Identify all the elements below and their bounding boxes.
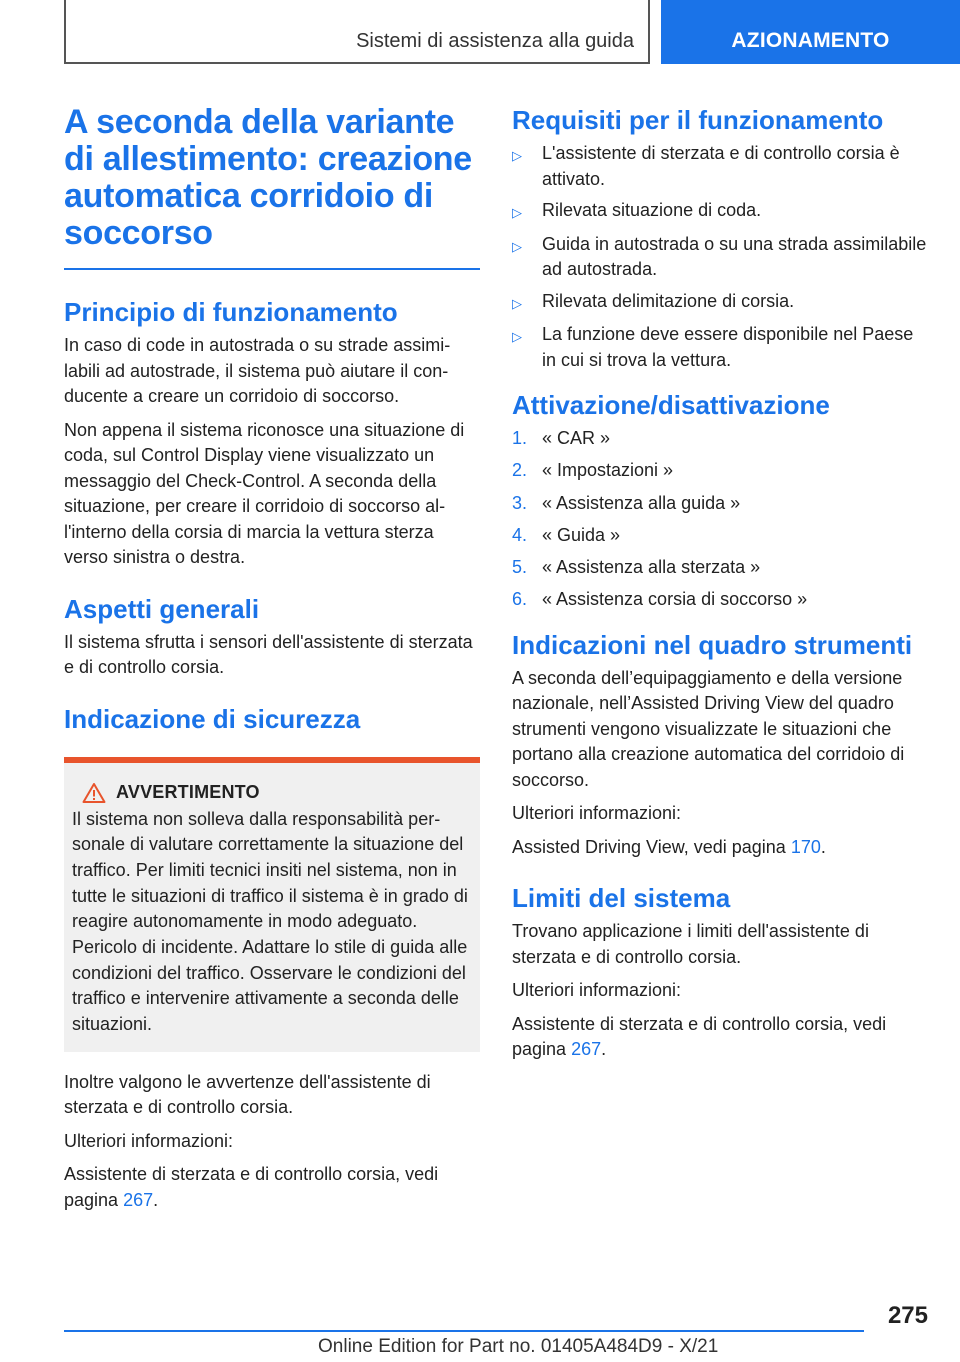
header-section-title: AZIONAMENTO xyxy=(731,29,890,52)
sicurezza-reference-text: Assistente di sterzata e di controllo corsia, vedi pagina xyxy=(64,1164,439,1210)
requisiti-item-text: L'assistente di sterzata e di controllo corsia è attivato. xyxy=(542,143,900,189)
step-item xyxy=(512,458,928,484)
step-text: « Assistenza corsia di soccorso » xyxy=(542,589,808,610)
warning-box xyxy=(64,763,480,1052)
limiti-reference-text: Assistente di sterzata e di controllo corsia, vedi pagina xyxy=(512,1013,887,1060)
triangle-right-outline-icon: ▷ xyxy=(512,329,522,344)
step-number: 2. xyxy=(512,460,528,481)
requisiti-list xyxy=(512,141,928,373)
requisiti-item-text: La funzione deve essere disponibile nel Paese in cui si trova la vettura. xyxy=(542,324,914,370)
requisiti-item xyxy=(512,322,928,373)
header-chapter-box xyxy=(64,0,650,64)
step-item xyxy=(512,555,928,581)
heading-sicurezza: Indicazione di sicurezza xyxy=(64,703,361,734)
sicurezza-page-link[interactable]: 267 xyxy=(123,1189,154,1210)
page-number: 275 xyxy=(887,1302,928,1329)
footer-divider xyxy=(64,1330,864,1332)
triangle-right-outline-icon: ▷ xyxy=(512,205,522,220)
indicazioni-more-info-label: Ulteriori informazioni: xyxy=(512,803,682,824)
step-number: 1. xyxy=(512,428,528,448)
step-item xyxy=(512,587,928,613)
heading-limiti: Limiti del sistema xyxy=(512,883,731,914)
step-text: « Assistenza alla sterzata » xyxy=(542,557,761,578)
footer-edition: Online Edition for Part no. 01405A484D9 - X/21 xyxy=(318,1336,719,1357)
page-title: A seconda della variante di allestimento: creazione automatica corridoio di soccorso xyxy=(64,103,472,252)
step-text: « Assistenza alla guida » xyxy=(542,492,741,513)
requisiti-item xyxy=(512,198,928,226)
sicurezza-more-info-label: Ulteriori informazioni: xyxy=(64,1130,234,1151)
step-number: 3. xyxy=(512,492,528,513)
step-number: 6. xyxy=(512,589,528,610)
triangle-right-outline-icon: ▷ xyxy=(512,295,522,311)
step-number: 4. xyxy=(512,524,528,545)
requisiti-item-text: Guida in autostrada o su una strada assimilabile ad autostrada. xyxy=(542,233,927,279)
triangle-right-outline-icon: ▷ xyxy=(512,238,522,254)
warning-title: AVVERTIMENTO xyxy=(116,782,260,802)
indicazioni-paragraph: A seconda dell’equipaggiamento e della versione nazionale, nell’Assisted Driving View del quadro strumenti vengono visualizzate le situazioni che portano alla creazione automatica del corridoio di soccorso. xyxy=(512,667,905,790)
requisiti-item xyxy=(512,141,928,192)
limiti-reference-end: . xyxy=(601,1039,607,1060)
heading-attivazione: Attivazione/disattivazione xyxy=(512,390,830,420)
step-item xyxy=(512,426,928,452)
limiti-reference xyxy=(512,1012,928,1063)
heading-requisiti: Requisiti per il funzionamento xyxy=(512,105,884,135)
requisiti-item xyxy=(512,289,928,317)
warning-triangle-icon xyxy=(72,781,116,805)
heading-principio: Principio di funzionamento xyxy=(64,297,398,327)
indicazioni-reference xyxy=(512,835,928,861)
sicurezza-paragraph-1: Inoltre valgono le avvertenze dell'assistente di sterzata e di controllo corsia. xyxy=(64,1071,431,1118)
sicurezza-reference-end: . xyxy=(153,1189,159,1210)
step-text: « Guida » xyxy=(542,524,621,545)
indicazioni-reference-text: Assisted Driving View, vedi pagina xyxy=(512,836,791,857)
header-chapter-title: Sistemi di assistenza alla guida xyxy=(356,30,634,52)
sicurezza-reference xyxy=(64,1162,480,1213)
requisiti-item xyxy=(512,232,928,283)
warning-header xyxy=(72,781,472,805)
principio-paragraph-2: Non appena il sistema riconosce una situazione di coda, sul Control Display viene visualizzato un messaggio del Check-Control. A seconda della situazione, per creare il corridoio di soccorso all'interno della corsia di marcia la vettura sterza verso sinistra o destra. xyxy=(64,419,465,567)
step-text: « CAR » xyxy=(542,428,611,448)
left-column xyxy=(64,104,480,1221)
title-divider xyxy=(64,268,480,270)
right-column xyxy=(512,104,928,1071)
principio-paragraph-1: In caso di code in autostrada o su strade assimilabili ad autostrade, il sistema può aiutare il conducente a creare un corridoio di soccorso. xyxy=(64,335,451,406)
header-section-tab xyxy=(661,0,960,64)
step-number: 5. xyxy=(512,557,528,578)
attivazione-steps xyxy=(512,426,928,613)
step-text: « Impostazioni » xyxy=(542,460,674,481)
heading-indicazioni: Indicazioni nel quadro strumenti xyxy=(512,629,913,660)
requisiti-item-text: Rilevata delimitazione di corsia. xyxy=(542,290,795,311)
limiti-page-link[interactable]: 267 xyxy=(571,1039,602,1060)
limiti-more-info-label: Ulteriori informazioni: xyxy=(512,980,682,1001)
warning-text: Il sistema non solleva dalla responsabilità personale di valutare correttamente la situazione del traffico. Per limiti tecnici insiti nel sistema, non in tutte le situazioni di traffico il sistema è in grado di reagire autonomamente in modo adeguato. Pericolo di incidente. Adattare lo stile di guida alle condizioni del traffico. Osservare le condizioni del traffico e intervenire attivamente a seconda delle situazioni. xyxy=(72,808,468,1035)
requisiti-item-text: Rilevata situazione di coda. xyxy=(542,200,762,220)
triangle-right-outline-icon: ▷ xyxy=(512,148,522,163)
indicazioni-page-link[interactable]: 170 xyxy=(790,836,821,857)
step-item xyxy=(512,523,928,549)
heading-aspetti: Aspetti generali xyxy=(64,593,260,624)
limiti-paragraph: Trovano applicazione i limiti dell'assistente di sterzata e di controllo corsia. xyxy=(512,921,869,967)
step-item xyxy=(512,491,928,517)
indicazioni-reference-end: . xyxy=(820,836,826,857)
aspetti-paragraph: Il sistema sfrutta i sensori dell'assistente di sterzata e di controllo corsia. xyxy=(64,631,473,677)
